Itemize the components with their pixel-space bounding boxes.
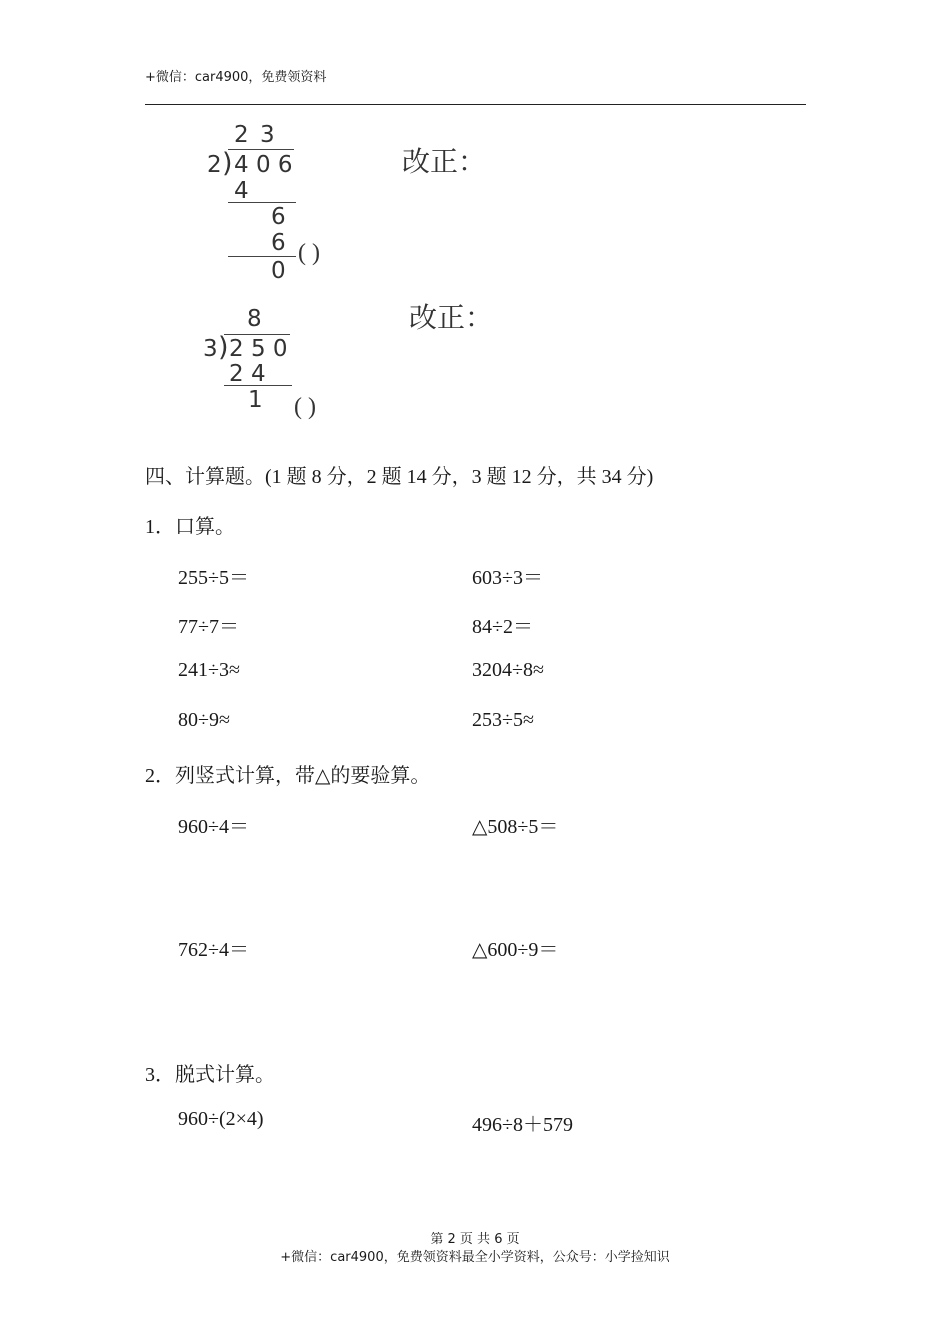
division1-quotient: 2 3 xyxy=(234,122,277,148)
q1-item-3: 77÷7＝ xyxy=(178,616,239,638)
q1-item-8: 253÷5≈ xyxy=(472,709,534,731)
division1-divisor: 2 xyxy=(207,152,222,178)
header-rule xyxy=(145,104,806,105)
division1-step1: 4 xyxy=(234,178,249,204)
q1-title: 1．口算。 xyxy=(145,516,235,538)
division1-step3: 6 xyxy=(271,230,286,256)
division1-rule1 xyxy=(228,202,296,203)
division2-bracket: ) xyxy=(218,332,229,363)
division1-correction-label: 改正： xyxy=(402,145,487,178)
section-title: 四、计算题。(1 题 8 分，2 题 14 分，3 题 12 分，共 34 分) xyxy=(145,466,654,488)
division1-step2: 6 xyxy=(271,204,286,230)
q1-item-2: 603÷3＝ xyxy=(472,567,543,589)
footer-note: +微信：car4900，免费领资料最全小学资料，公众号：小学捡知识 xyxy=(280,1250,670,1265)
footer-page-number: 第 2 页 共 6 页 xyxy=(430,1232,520,1247)
q1-item-4: 84÷2＝ xyxy=(472,616,533,638)
division1-bracket: ) xyxy=(222,148,233,179)
q2-title: 2．列竖式计算，带△的要验算。 xyxy=(145,765,431,787)
division2-dividend: 2 5 0 xyxy=(229,336,288,362)
q1-item-5: 241÷3≈ xyxy=(178,659,240,681)
division2-divisor: 3 xyxy=(203,336,218,362)
q3-item-1: 960÷(2×4) xyxy=(178,1108,264,1130)
division1-dividend: 4 0 6 xyxy=(234,152,293,178)
division1-remainder: 0 xyxy=(271,258,286,284)
division1-answer-paren: ( ) xyxy=(298,240,320,266)
q2-item-3: 762÷4＝ xyxy=(178,939,249,961)
header-note: +微信：car4900，免费领资料 xyxy=(145,70,327,85)
division1-rule2 xyxy=(228,256,296,257)
q3-item-2: 496÷8＋579 xyxy=(472,1114,573,1136)
q2-item-2: △508÷5＝ xyxy=(472,816,559,838)
division2-remainder: 1 xyxy=(248,387,263,413)
division2-answer-paren: ( ) xyxy=(294,394,316,420)
division2-quotient: 8 xyxy=(247,306,262,332)
division1-vinculum xyxy=(228,149,294,150)
q2-item-1: 960÷4＝ xyxy=(178,816,249,838)
q1-item-6: 3204÷8≈ xyxy=(472,659,544,681)
q2-item-4: △600÷9＝ xyxy=(472,939,559,961)
division2-rule1 xyxy=(224,385,292,386)
q1-item-1: 255÷5＝ xyxy=(178,567,249,589)
q1-item-7: 80÷9≈ xyxy=(178,709,230,731)
q3-title: 3．脱式计算。 xyxy=(145,1064,275,1086)
division2-vinculum xyxy=(224,334,290,335)
division2-step1: 2 4 xyxy=(229,361,266,387)
division2-correction-label: 改正： xyxy=(409,301,494,334)
